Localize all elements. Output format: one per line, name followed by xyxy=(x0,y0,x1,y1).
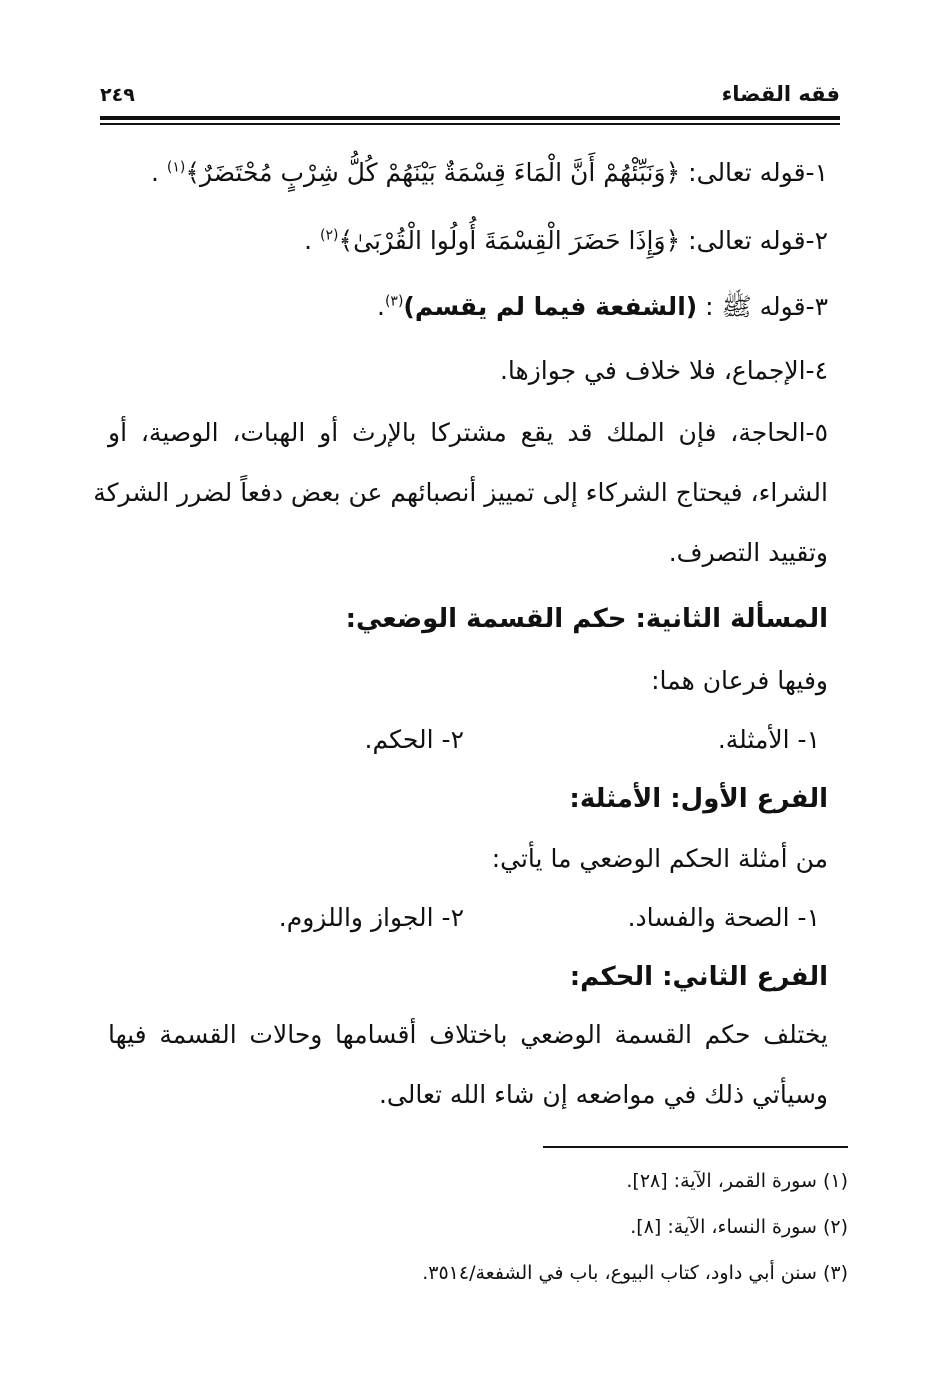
branch-list-item-2: ٢- الحكم. xyxy=(364,725,464,754)
item-prefix: ١-قوله تعالى: xyxy=(680,158,828,187)
quran-quote: ﴿وَإِذَا حَضَرَ الْقِسْمَةَ أُولُوا الْقُرْبَىٰ﴾ xyxy=(338,226,681,255)
item-prefix: ٣-قوله ﷺ : xyxy=(697,292,828,321)
section-heading: المسألة الثانية: حكم القسمة الوضعي: xyxy=(345,604,828,634)
footnote-separator xyxy=(543,1146,848,1148)
footnote-3: (٣) سنن أبي داود، كتاب البيوع، باب في الشفعة/٣٥١٤. xyxy=(422,1262,848,1284)
example-list-item-1: ١- الصحة والفساد. xyxy=(627,903,820,932)
footnote-ref[interactable]: (٣) xyxy=(384,293,404,310)
footnote-1: (١) سورة القمر، الآية: [٢٨]. xyxy=(626,1170,848,1192)
evidence-item-5-line-2: الشراء، فيحتاج الشركاء إلى تمييز أنصبائهم عن بعض دفعاً لضرر الشركة xyxy=(93,478,828,507)
evidence-item-4: ٤-الإجماع، فلا خلاف في جوازها. xyxy=(499,356,828,385)
hadith-quote: (الشفعة فيما لم يقسم) xyxy=(403,292,698,321)
page-number: ٢٤٩ xyxy=(100,84,135,106)
evidence-item-1 xyxy=(151,160,828,185)
example-list-item-2: ٢- الجواز واللزوم. xyxy=(278,903,464,932)
quran-quote: ﴿وَنَبِّئْهُمْ أَنَّ الْمَاءَ قِسْمَةٌ بَيْنَهُمْ كُلُّ شِرْبٍ مُحْتَضَرٌ﴾ xyxy=(185,158,681,187)
evidence-item-5-line-3: وتقييد التصرف. xyxy=(668,538,828,567)
footnote-ref[interactable]: (١) xyxy=(166,159,186,176)
branch-2-paragraph-line-1: يختلف حكم القسمة الوضعي باختلاف أقسامها وحالات القسمة فيها xyxy=(108,1020,828,1049)
evidence-item-2 xyxy=(304,228,828,253)
item-end: . xyxy=(304,226,320,255)
running-header-title: فقه القضاء xyxy=(721,82,840,106)
branch-1-heading: الفرع الأول: الأمثلة: xyxy=(569,784,828,814)
item-prefix: ٢-قوله تعالى: xyxy=(680,226,828,255)
section-intro: وفيها فرعان هما: xyxy=(651,666,828,695)
item-end: . xyxy=(377,292,385,321)
branch-1-intro: من أمثلة الحكم الوضعي ما يأتي: xyxy=(491,844,828,873)
branch-list-item-1: ١- الأمثلة. xyxy=(717,725,820,754)
evidence-item-5-line-1: ٥-الحاجة، فإن الملك قد يقع مشتركا بالإرث أو الهبات، الوصية، أو xyxy=(108,418,828,447)
branch-2-paragraph-line-2: وسيأتي ذلك في مواضعه إن شاء الله تعالى. xyxy=(378,1080,828,1109)
branch-2-heading: الفرع الثاني: الحكم: xyxy=(569,962,828,992)
item-end: . xyxy=(150,158,167,187)
footnote-ref[interactable]: (٢) xyxy=(319,227,339,244)
footnote-2: (٢) سورة النساء، الآية: [٨]. xyxy=(630,1216,848,1238)
header-rule-thick xyxy=(100,116,840,120)
header-rule-thin xyxy=(100,123,840,125)
evidence-item-3 xyxy=(377,294,828,319)
